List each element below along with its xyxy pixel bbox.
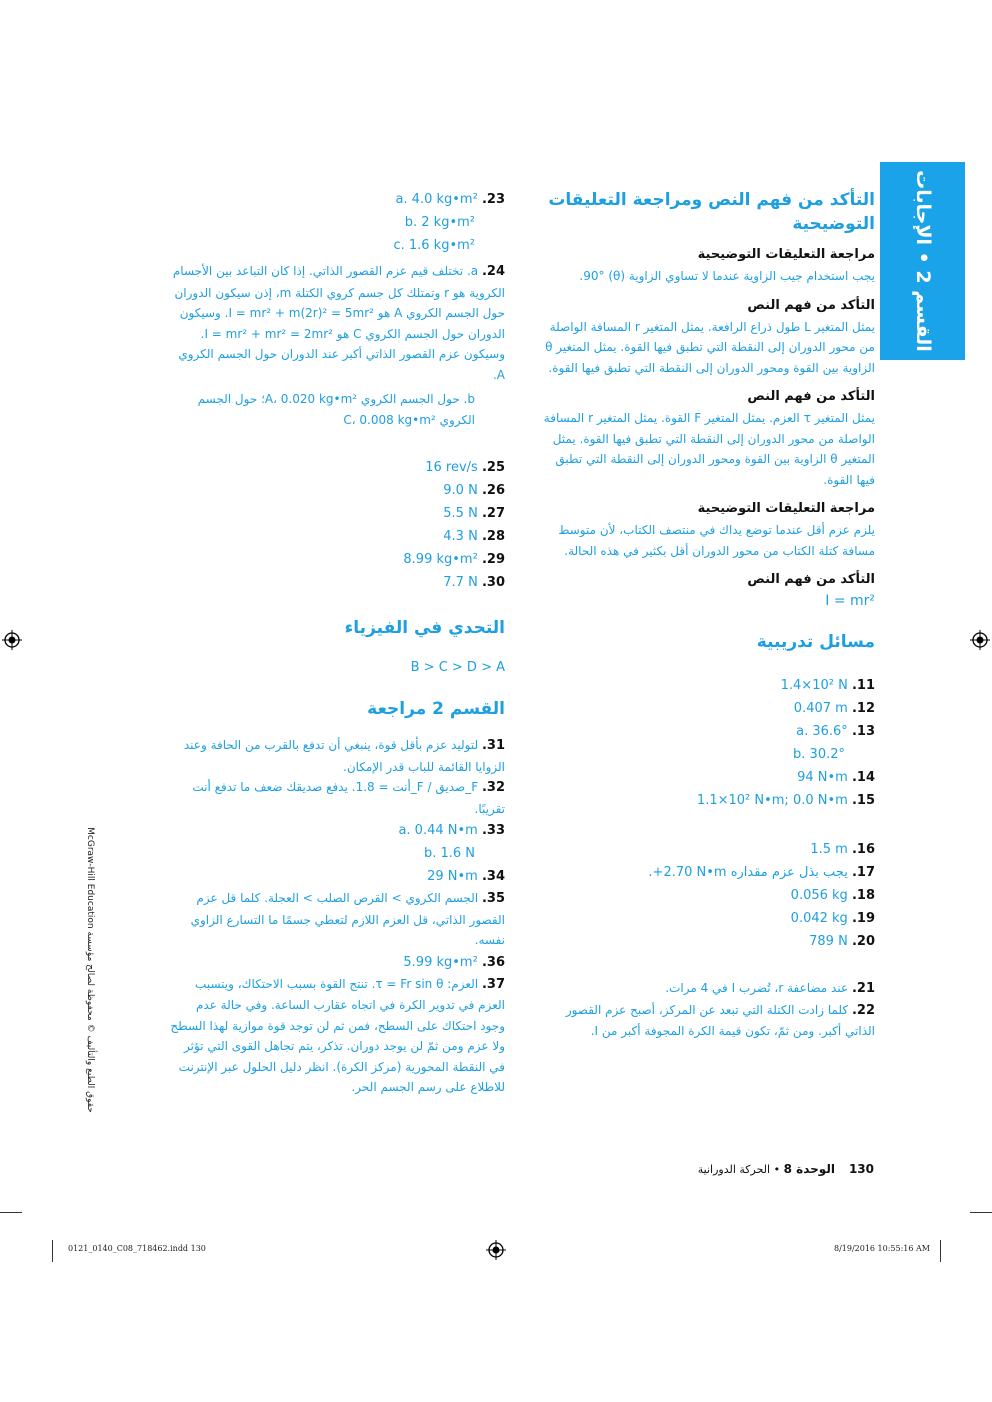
answer-item: 21. عند مضاعفة r، تُضرب I في 4 مرات.: [665, 980, 875, 996]
answer-item: 29. 8.99 kg•m²: [403, 552, 505, 567]
answer-item: b. 1.6 N: [423, 846, 475, 861]
review-answers: [170, 735, 505, 1098]
section-title: التأكد من فهم النص ومراجعة التعليقات التوضيحية: [548, 190, 875, 234]
practice-title: مسائل تدريبية: [756, 631, 875, 652]
answer-list: [540, 977, 875, 1042]
review-title: القسم 2 مراجعة: [367, 699, 505, 719]
page-number: 130: [848, 1162, 874, 1176]
answer-item: 18. 0.056 kg: [790, 887, 875, 903]
registration-mark-icon: [970, 630, 990, 650]
answer-item: 27. 5.5 N: [443, 506, 505, 521]
answer-item: c. 1.6 kg•m²: [393, 238, 475, 253]
answer-list: [540, 838, 875, 953]
file-slug: 0121_0140_C08_718462.indd 130: [68, 1244, 206, 1253]
answer-item: 11. 1.4×10² N: [780, 677, 875, 693]
answer-item: 17. يجب بذل عزم مقداره ‎+2.70 N•m.: [648, 864, 875, 880]
block-heading: التأكد من فهم النص: [747, 572, 875, 587]
answer-item: 28. 4.3 N: [443, 529, 505, 544]
answer-item: 20. 789 N: [809, 933, 875, 949]
answer-item: 23. a. 4.0 kg•m²: [395, 192, 505, 207]
block-text: يمثل المتغير τ العزم. يمثل المتغير F القوة. يمثل المتغير r المسافة الواصلة من محور الدوران إلى النقطة التي تطبق فيها القوة. يمثل المتغير θ الزاوية بين القوة ومحور الدوران إلى النقطة التي تطبق فيها القوة.: [543, 411, 875, 487]
left-column: [170, 188, 505, 1098]
answer-item: 22. كلما زادت الكتلة التي تبعد عن المركز، أصبح عزم القصور الذاتي أكبر. ومن ثمّ، تكون قيمة الكرة المجوفة أكبر من I.: [565, 1002, 875, 1038]
block-heading: التأكد من فهم النص: [747, 389, 875, 404]
answer-item: 33. a. 0.44 N•m: [398, 823, 505, 838]
answer-item: 12. 0.407 m: [793, 700, 875, 716]
unit-label: الوحدة 8: [783, 1162, 835, 1176]
answer-item: 19. 0.042 kg: [790, 910, 875, 926]
answer-item: 30. 7.7 N: [443, 575, 505, 590]
answer-item: 24. a. تختلف قيم عزم القصور الذاتي. إذا كان التباعد بين الأجسام الكروية هو r وتمتلك كل جسم كروي الكتلة m، إذن سيكون الدوران حول الجسم الكروي A هو I = mr² + m(2r)² = 5mr². وسيكون الدوران حول الجسم الكروي C هو I = mr² + mr² = 2mr². وسيكون عزم القصور الذاتي أكبر عند الدوران حول الجسم الكروي A.: [172, 264, 505, 382]
answer-item: 31. لتوليد عزم بأقل قوة، ينبغي أن تدفع بالقرب من الحافة وعند الزوايا القائمة للباب قدر الإمكان.: [183, 738, 505, 774]
crop-mark: [52, 1240, 53, 1262]
block-heading: التأكد من فهم النص: [747, 297, 875, 313]
crop-mark: [0, 1212, 22, 1213]
crop-mark: [970, 1212, 992, 1213]
answer-item: 16. 1.5 m: [810, 841, 875, 857]
right-column: [540, 188, 875, 1042]
answer-item: 35. الجسم الكروي > القرص الصلب > العجلة. كلما قل عزم القصور الذاتي، قل العزم اللازم لتعطي جسمًا ما التسارع الزاوي نفسه.: [190, 891, 505, 947]
topic-label: الحركة الدورانية: [697, 1163, 771, 1176]
answer-item: 32. F_صديق / F_أنت = 1.8. يدفع صديقك ضعف ما تدفع أنت تقريبًا.: [192, 780, 505, 816]
copyright-credit: حقوق الطبع والتأليف © محفوظة لصالح مؤسسة McGraw-Hill Education: [85, 827, 95, 1113]
block-heading: مراجعة التعليقات التوضيحية: [697, 247, 875, 262]
registration-mark-icon: [2, 630, 22, 650]
block-text: يمثل المتغير L طول ذراع الرافعة. يمثل المتغير r المسافة الواصلة من محور الدوران إلى النقطة التي تطبق فيها القوة. يمثل المتغير θ الزاوية بين القوة ومحور الدوران إلى النقطة التي تطبق فيها القوة.: [545, 319, 875, 375]
answer-item: 36. 5.99 kg•m²: [403, 954, 505, 970]
answer-item: 15. 1.1×10² N•m; 0.0 N•m: [696, 792, 875, 808]
challenge-answer: B > C > D > A: [410, 660, 505, 675]
answer-item: b. 2 kg•m²: [404, 215, 475, 230]
page-footer: 130 الوحدة 8 • الحركة الدورانية: [697, 1162, 874, 1176]
answer-item: 13. a. 36.6°: [796, 723, 875, 739]
answer-list: [540, 674, 875, 812]
answer-item: 26. 9.0 N: [443, 483, 505, 498]
answer-item: 25. 16 rev/s: [425, 460, 505, 475]
registration-mark-icon: [486, 1240, 506, 1260]
answer-item: 34. 29 N•m: [427, 869, 505, 884]
answer-item: 14. 94 N•m: [797, 769, 875, 785]
answer-item: b. 30.2°: [793, 746, 845, 762]
challenge-title: التحدي في الفيزياء: [344, 618, 505, 638]
answer-item: 37. العزم: τ = Fr sin θ. تنتج القوة بسبب الاحتكاك، ويتسبب العزم في تدوير الكرة في اتجاه عقارب الساعة. وفي حالة عدم وجود احتكاك على السطح، فمن ثم لن توجد قوة موازية لهذا السطح ولا عزم ومن ثمّ لن يوجد دوران. تذكر، يتم تجاهل القوى التي تؤثر في النقطة المحورية (مركز الكرة). انظر دليل الحلول عبر الإنترنت للاطلاع على رسم الجسم الحر.: [170, 976, 505, 1094]
block-heading: مراجعة التعليقات التوضيحية: [697, 501, 875, 516]
answer-item: b. حول الجسم الكروي A، ‎0.020 kg•m²؛ حول الجسم الكروي C، ‎0.008 kg•m²: [197, 392, 475, 427]
date-slug: 8/19/2016 10:55:16 AM: [833, 1244, 930, 1253]
crop-mark: [940, 1240, 941, 1262]
block-text: يلزم عزم أقل عندما توضع يداك في منتصف الكتاب، لأن متوسط مسافة كتلة الكتاب من محور الدوران أقل بكثير في هذه الحالة.: [558, 523, 875, 558]
section-side-tab: [880, 162, 965, 360]
block-text: I = mr²: [825, 593, 875, 609]
answer-list: [170, 188, 505, 257]
side-tab-label: القسم 2 • الإجابات: [911, 170, 934, 352]
block-text: يجب استخدام جيب الزاوية عندما لا تساوي الزاوية (θ) ‎90°.: [579, 269, 875, 283]
answer-list: [170, 456, 505, 594]
